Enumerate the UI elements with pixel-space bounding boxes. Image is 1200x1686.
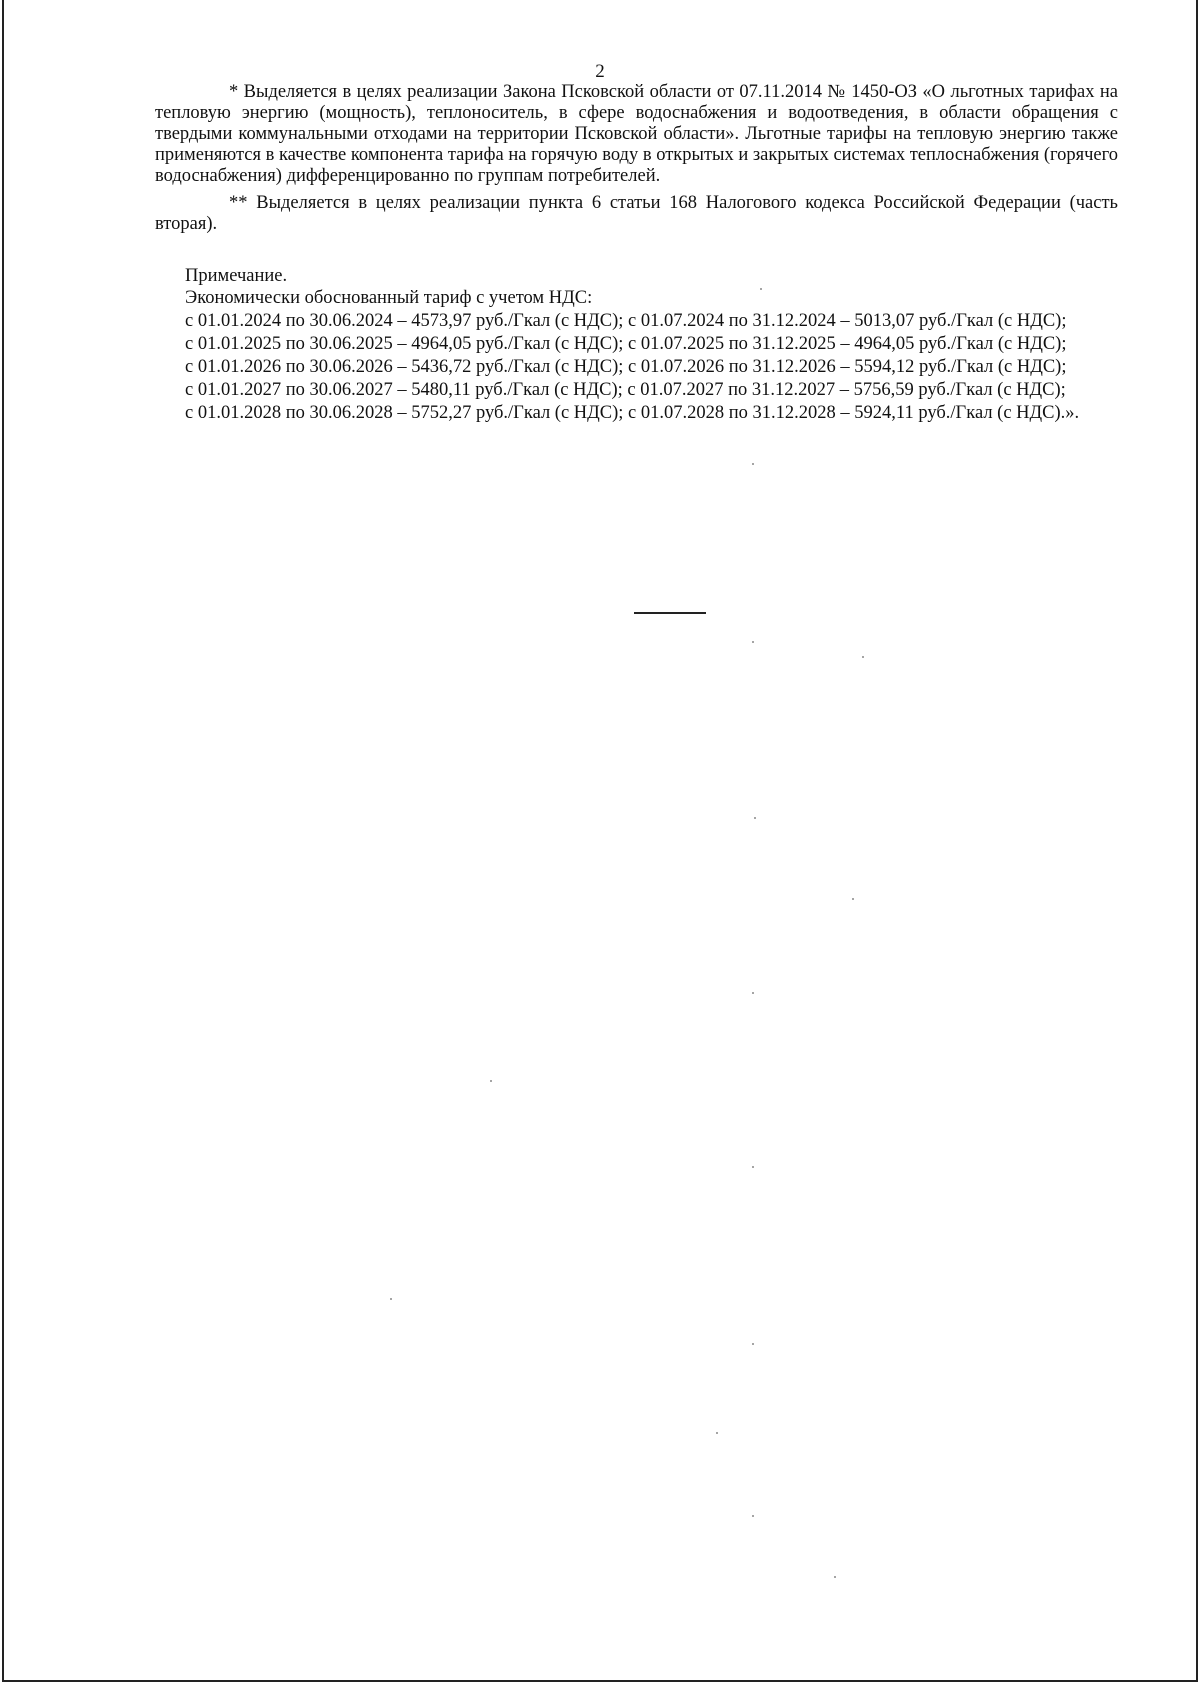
scan-speck bbox=[760, 288, 762, 290]
scan-speck bbox=[752, 1166, 754, 1168]
scan-speck bbox=[852, 898, 854, 900]
scan-speck bbox=[390, 1298, 392, 1300]
scan-speck bbox=[752, 1343, 754, 1345]
scan-edge-right bbox=[1196, 0, 1198, 1682]
scan-speck bbox=[490, 1080, 492, 1082]
scan-speck bbox=[752, 463, 754, 465]
note-subheading: Экономически обоснованный тариф с учетом НДС: bbox=[185, 288, 593, 308]
scan-speck bbox=[862, 656, 864, 658]
note-heading: Примечание. bbox=[185, 266, 288, 286]
footnote-single-asterisk: * Выделяется в целях реализации Закона Псковской области от 07.11.2014 № 1450-ОЗ «О льготных тарифах на тепловую энергию (мощность), теплоноситель, в сфере водоснабжения и водоотведения, в области обращения с твердыми коммунальными отходами на территории Псковской области». Льготные тарифы на тепловую энергию также применяются в качестве компонента тарифа на горячую воду в открытых и закрытых системах теплоснабжения (горячего водоснабжения) дифференцированно по группам потребителей. bbox=[155, 82, 1119, 186]
tariff-line-2026: с 01.01.2026 по 30.06.2026 – 5436,72 руб./Гкал (с НДС); с 01.07.2026 по 31.12.2026 – 5594,12 руб./Гкал (с НДС); bbox=[185, 357, 1067, 377]
document-body bbox=[155, 82, 1118, 424]
scan-speck bbox=[834, 1576, 836, 1578]
tariff-line-2024: с 01.01.2024 по 30.06.2024 – 4573,97 руб./Гкал (с НДС); с 01.07.2024 по 31.12.2024 – 5013,07 руб./Гкал (с НДС); bbox=[185, 311, 1067, 331]
tariff-line-2025: с 01.01.2025 по 30.06.2025 – 4964,05 руб./Гкал (с НДС); с 01.07.2025 по 31.12.2025 – 4964,05 руб./Гкал (с НДС); bbox=[185, 334, 1067, 354]
scan-speck bbox=[752, 992, 754, 994]
scan-edge-left bbox=[2, 0, 4, 1682]
scan-edge-bottom bbox=[2, 1680, 1196, 1682]
tariff-line-2028: с 01.01.2028 по 30.06.2028 – 5752,27 руб./Гкал (с НДС); с 01.07.2028 по 31.12.2028 – 5924,11 руб./Гкал (с НДС).». bbox=[185, 403, 1080, 423]
scan-speck bbox=[716, 1432, 718, 1434]
page-number: 2 bbox=[595, 61, 605, 82]
note-section bbox=[155, 265, 1118, 424]
scan-speck bbox=[752, 1515, 754, 1517]
footnote-double-asterisk: ** Выделяется в целях реализации пункта 6 статьи 168 Налогового кодекса Российской Федерации (часть вторая). bbox=[155, 193, 1118, 234]
end-separator-line bbox=[634, 612, 706, 614]
tariff-line-2027: с 01.01.2027 по 30.06.2027 – 5480,11 руб./Гкал (с НДС); с 01.07.2027 по 31.12.2027 – 5756,59 руб./Гкал (с НДС); bbox=[185, 380, 1066, 400]
scan-speck bbox=[754, 817, 756, 819]
scan-speck bbox=[752, 641, 754, 643]
